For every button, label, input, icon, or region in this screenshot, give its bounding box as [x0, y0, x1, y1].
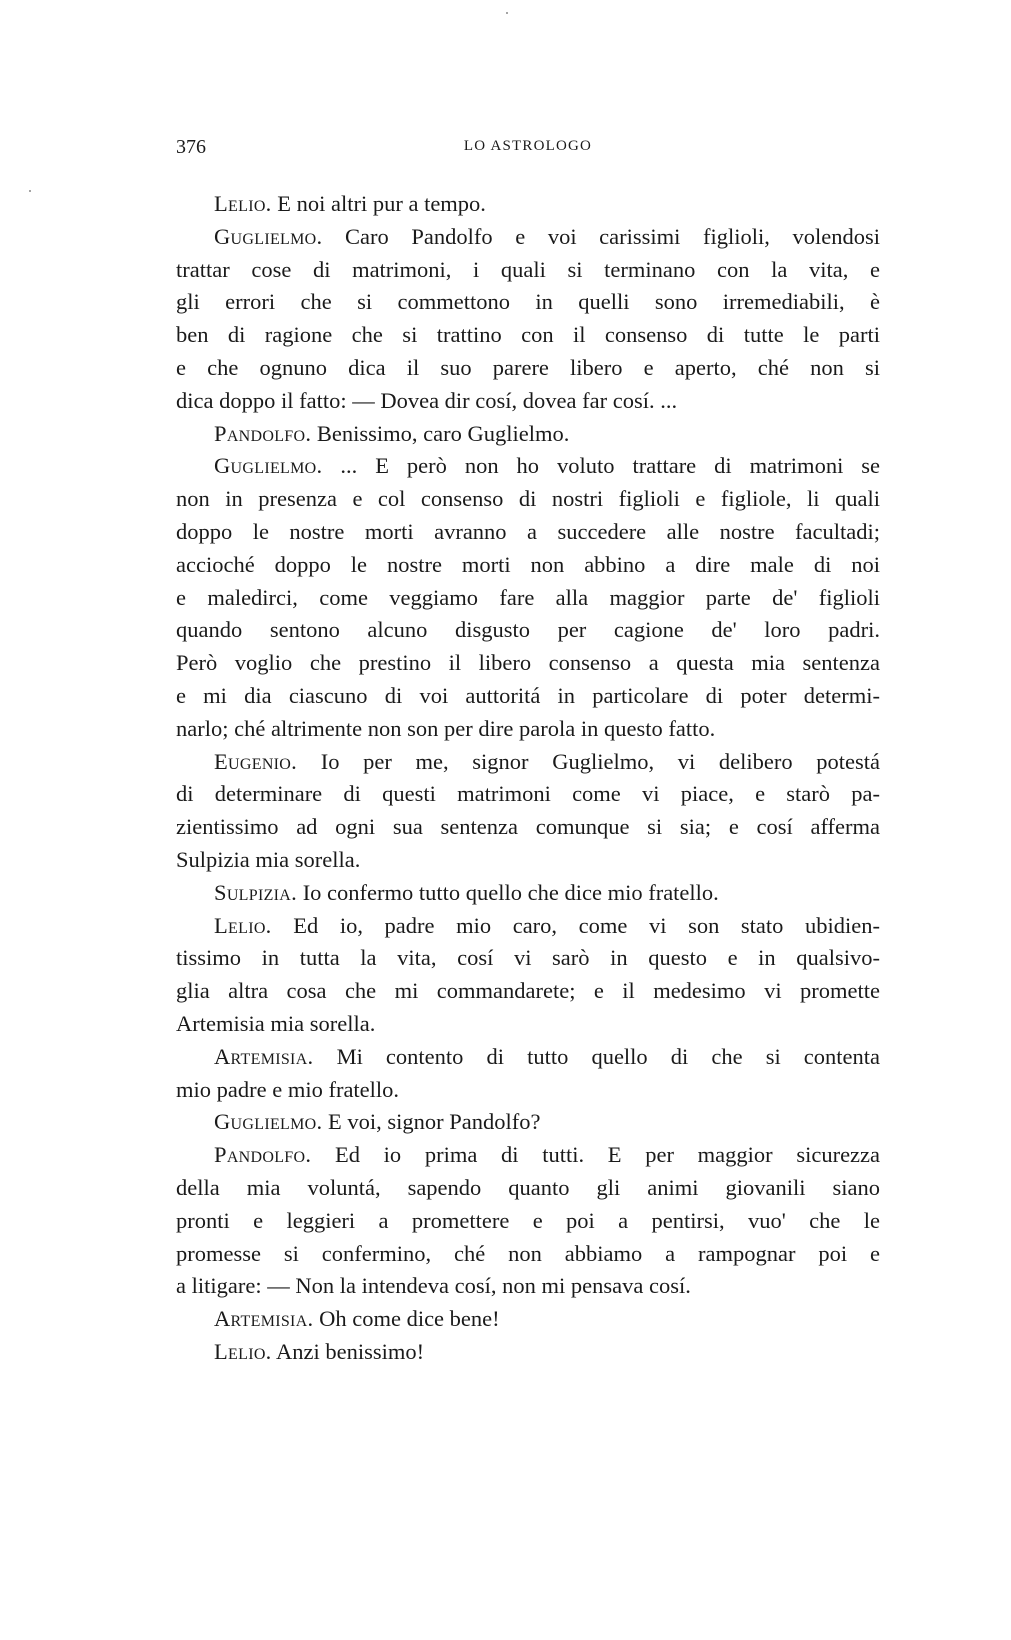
text-line: [176, 746, 880, 779]
speech: [176, 1336, 880, 1369]
text-line: [176, 1074, 880, 1107]
speaker-name: Pandolfo.: [214, 420, 312, 446]
running-title: LO ASTROLOGO: [463, 138, 593, 154]
line-text: zientissimo ad ogni sua sentenza comunque si sia; e cosí afferma: [176, 814, 880, 840]
line-text: E noi altri pur a tempo.: [277, 191, 486, 216]
text-line: [176, 1336, 880, 1369]
line-text: quando sentono alcuno disgusto per cagione de' loro padri.: [176, 617, 880, 643]
line-text: a litigare: — Non la intendeva cosí, non mi pensava cosí.: [176, 1273, 691, 1299]
line-text: Ed io prima di tutti. E per maggior sicurezza: [335, 1142, 881, 1168]
line-text: glia altra cosa che mi commandarete; e il medesimo vi promette: [176, 978, 880, 1004]
line-text: acciοché doppo le nostre morti non abbino a dire male di noi: [176, 551, 880, 577]
text-line: [176, 1139, 880, 1172]
speech: [176, 1041, 880, 1107]
text-line: [176, 877, 880, 910]
speaker-name: Artemisia.: [214, 1043, 314, 1069]
text-line: [176, 942, 880, 975]
line-text: ben di ragione che si trattino con il consenso di tutte le parti: [176, 322, 880, 348]
line-text: pronti e leggieri a promettere e poi a pentirsi, vuo' che le: [176, 1207, 880, 1233]
scan-speck: [29, 190, 31, 192]
line-text: Ed io, padre mio caro, come vi son stato ubidien-: [293, 912, 881, 938]
text-line: [176, 713, 880, 746]
text-line: [176, 319, 880, 352]
line-text: E voi, signor Pandolfo?: [328, 1109, 541, 1135]
line-text: gli errori che si commettono in quelli sono irremediabili, è: [176, 289, 880, 315]
line-text: Caro Pandolfo e voi carissimi figlioli, volendosi: [345, 223, 880, 249]
line-text: non in presenza e col consenso di nostri figlioli e figliole, li quali: [176, 486, 880, 512]
text-line: [176, 188, 880, 221]
speaker-name: Eugenio.: [214, 748, 298, 774]
line-text: Però voglio che prestino il libero consenso a questa mia sentenza: [176, 650, 880, 676]
speech: [176, 877, 880, 910]
text-line: [176, 385, 880, 418]
speech: [176, 1106, 880, 1139]
speaker-name: Lelio.: [214, 1338, 272, 1364]
line-text: della mia voluntá, sapendo quanto gli animi giovanili siano: [176, 1174, 880, 1200]
text-line: [176, 516, 880, 549]
text-line: [176, 286, 880, 319]
speaker-name: Guglielmo.: [214, 223, 323, 249]
speech: [176, 910, 880, 1041]
line-text: tissimo in tutta la vita, cosí vi sarò in questo e in qualsivo-: [176, 945, 880, 971]
text-line: [176, 418, 880, 451]
speech: [176, 221, 880, 418]
text-line: [176, 1172, 880, 1205]
speech: [176, 418, 880, 451]
speech: [176, 450, 880, 745]
text-line: [176, 975, 880, 1008]
text-line: [176, 1205, 880, 1238]
text-line: [176, 1303, 880, 1336]
line-text: dica doppo il fatto: — Dovea dir cosí, dovea far cosí. ...: [176, 387, 678, 413]
line-text: Artemisia mia sorella.: [176, 1010, 376, 1036]
line-text: ... E però non ho voluto trattare di matrimoni se: [340, 453, 881, 479]
text-line: [176, 778, 880, 811]
speech: [176, 746, 880, 877]
speaker-name: Sulpizia.: [214, 879, 298, 905]
line-text: Mi contento di tutto quello di che si contenta: [336, 1043, 881, 1069]
page-number: 376: [176, 136, 206, 158]
line-text: Anzi benissimo!: [276, 1338, 425, 1364]
line-text: narlo; ché altrimente non son per dire parola in questo fatto.: [176, 715, 716, 741]
text-line: [176, 582, 880, 615]
line-text: mio padre e mio fratello.: [176, 1076, 400, 1102]
text-line: [176, 352, 880, 385]
speaker-name: Guglielmo.: [214, 1109, 323, 1135]
speech: [176, 1303, 880, 1336]
speaker-name: Artemisia.: [214, 1306, 314, 1332]
line-text: Oh come dice bene!: [319, 1306, 500, 1332]
text-line: [176, 549, 880, 582]
line-text: e maledirci, come veggiamo fare alla maggior parte de' figlioli: [176, 584, 880, 610]
line-text: trattar cose di matrimoni, i quali si terminano con la vita, e: [176, 256, 880, 282]
line-text: doppo le nostre morti avranno a succedere alle nostre facultadi;: [176, 518, 880, 544]
text-line: [176, 910, 880, 943]
text-line: [176, 450, 880, 483]
text-line: [176, 1270, 880, 1303]
line-text: Sulpizia mia sorella.: [176, 846, 361, 872]
text-line: [176, 254, 880, 287]
line-text: di determinare di questi matrimoni come vi piace, e starò pa-: [176, 781, 880, 807]
line-text: Io per me, signor Guglielmo, vi delibero potestá: [320, 748, 880, 774]
scan-speck: [506, 12, 508, 14]
speech: [176, 1139, 880, 1303]
text-line: [176, 1041, 880, 1074]
text-line: [176, 811, 880, 844]
text-line: [176, 1238, 880, 1271]
text-line: [176, 680, 880, 713]
text-line: [176, 1106, 880, 1139]
line-text: promesse si confermino, ché non abbiamo a rampognar poi e: [176, 1240, 880, 1266]
line-text: Io confermo tutto quello che dice mio fratello.: [302, 879, 719, 905]
text-line: [176, 483, 880, 516]
speech: [176, 188, 880, 221]
speaker-name: Pandolfo.: [214, 1142, 312, 1168]
line-text: e che ognuno dica il suo parere libero e aperto, ché non si: [176, 354, 880, 380]
line-text: e mi dia ciascuno di voi auttoritá in particolare di poter determi-: [176, 682, 880, 708]
text-line: [176, 614, 880, 647]
text-line: [176, 221, 880, 254]
speaker-name: Guglielmo.: [214, 453, 323, 479]
speaker-name: Lelio.: [214, 912, 272, 938]
page-body: [176, 188, 880, 1369]
line-text: Benissimo, caro Guglielmo.: [316, 420, 570, 446]
text-line: [176, 647, 880, 680]
text-line: [176, 1008, 880, 1041]
speaker-name: Lelio.: [214, 191, 272, 216]
text-line: [176, 844, 880, 877]
page-header: [176, 136, 880, 162]
